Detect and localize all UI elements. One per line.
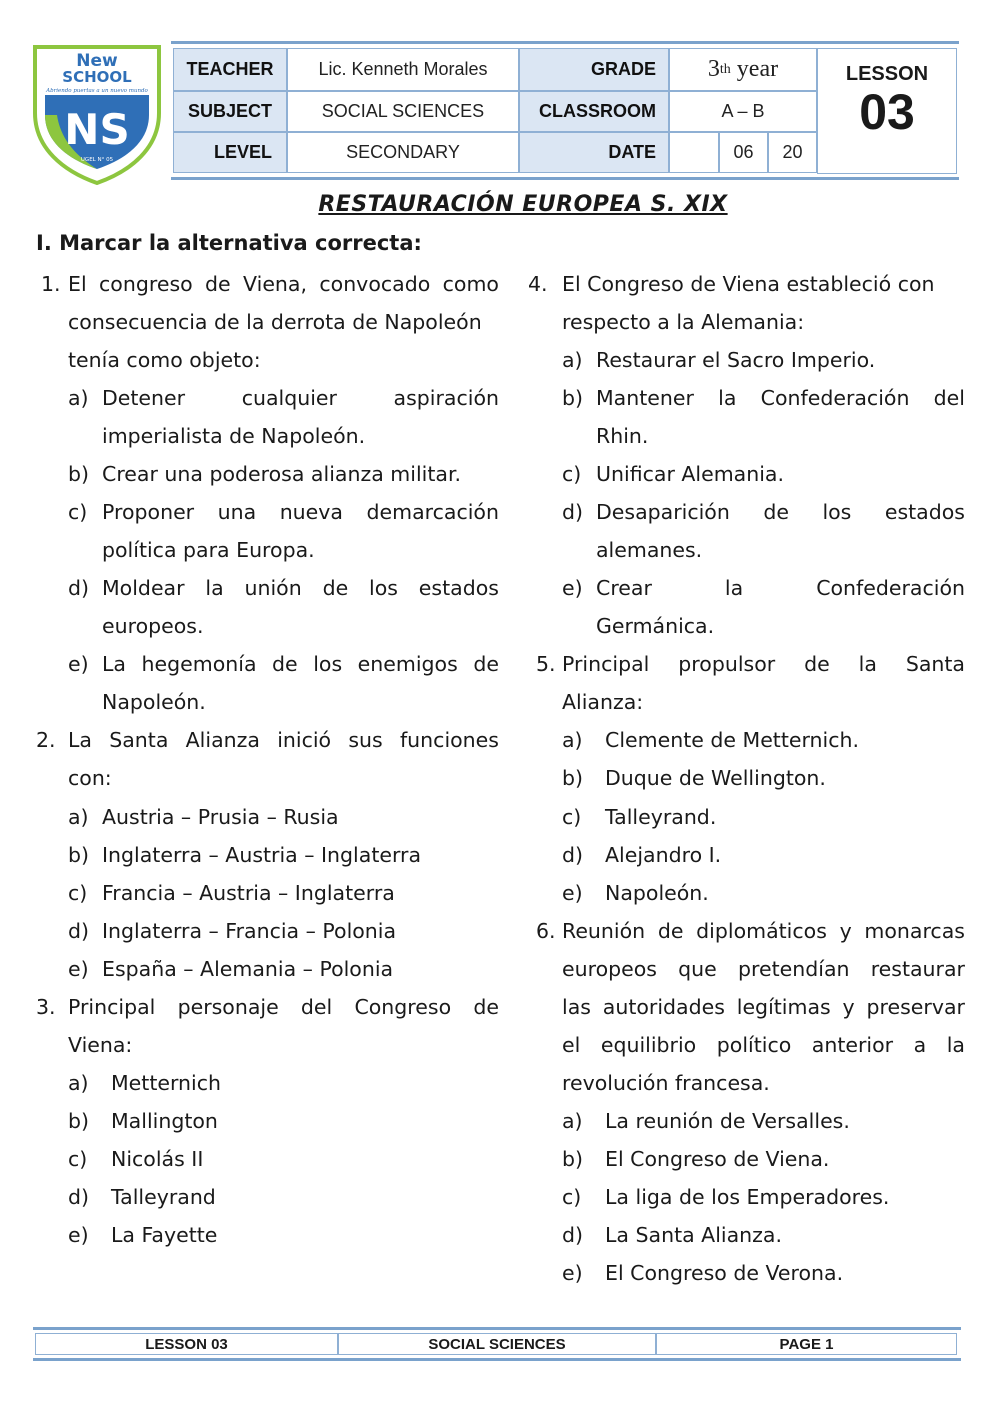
q3-option-c[interactable]: Nicolás II xyxy=(111,1147,204,1171)
q3-option-b-letter: b) xyxy=(68,1109,90,1133)
q3-option-e[interactable]: La Fayette xyxy=(111,1223,218,1247)
footer-lesson: LESSON 03 xyxy=(35,1333,338,1355)
q4-option-a[interactable]: Restaurar el Sacro Imperio. xyxy=(596,348,876,372)
q1-option-e[interactable]: La hegemonía de los enemigos de xyxy=(102,652,499,676)
q3-line1: Principal personaje del Congreso de xyxy=(68,995,499,1019)
q5-line1: Principal propulsor de la Santa xyxy=(562,652,965,676)
classroom-value: A – B xyxy=(669,91,817,132)
q6-option-d[interactable]: La Santa Alianza. xyxy=(605,1223,782,1247)
q5-option-e[interactable]: Napoleón. xyxy=(605,881,709,905)
q5-option-c-letter: c) xyxy=(562,805,582,829)
q1-option-a[interactable]: Detener cualquier aspiración xyxy=(102,386,499,410)
q2-option-c[interactable]: Francia – Austria – Inglaterra xyxy=(102,881,395,905)
logo-initials: NS xyxy=(64,105,130,154)
q4-option-b-cont: Rhin. xyxy=(596,424,649,448)
q1-option-c-letter: c) xyxy=(68,500,88,524)
q1-option-d-cont: europeos. xyxy=(102,614,204,638)
q1-option-e-cont: Napoleón. xyxy=(102,690,206,714)
q1-line3: tenía como objeto: xyxy=(68,348,261,372)
q4-option-c-letter: c) xyxy=(562,462,582,486)
q1-option-a-cont: imperialista de Napoleón. xyxy=(102,424,366,448)
date-day xyxy=(669,132,719,173)
q3-option-a[interactable]: Metternich xyxy=(111,1071,222,1095)
q6-line4: el equilibrio político anterior a la xyxy=(562,1033,965,1057)
q4-number: 4. xyxy=(528,272,548,296)
q5-option-a-letter: a) xyxy=(562,728,583,752)
q2-option-d[interactable]: Inglaterra – Francia – Polonia xyxy=(102,919,397,943)
q5-number: 5. xyxy=(536,652,556,676)
q1-line1: El congreso de Viena, convocado como xyxy=(68,272,499,296)
q3-option-c-letter: c) xyxy=(68,1147,88,1171)
classroom-label: CLASSROOM xyxy=(519,91,669,132)
q4-option-e[interactable]: Crear la Confederación xyxy=(596,576,965,600)
q2-option-c-letter: c) xyxy=(68,881,88,905)
q6-option-b[interactable]: El Congreso de Viena. xyxy=(605,1147,830,1171)
q6-option-b-letter: b) xyxy=(562,1147,584,1171)
logo-brand-top: New xyxy=(76,51,118,71)
q1-option-c-cont: política para Europa. xyxy=(102,538,315,562)
lesson-number: 03 xyxy=(859,84,915,140)
grade-value xyxy=(669,48,817,91)
q2-line1: La Santa Alianza inició sus funciones xyxy=(68,728,499,752)
logo-ugel: UGEL N° 05 xyxy=(80,157,114,163)
q2-option-a-letter: a) xyxy=(68,805,89,829)
subject-label: SUBJECT xyxy=(173,91,287,132)
q3-option-e-letter: e) xyxy=(68,1223,89,1247)
page-footer xyxy=(33,1327,961,1361)
q2-option-d-letter: d) xyxy=(68,919,90,943)
q5-option-d[interactable]: Alejandro I. xyxy=(605,843,722,867)
footer-subject: SOCIAL SCIENCES xyxy=(338,1333,656,1355)
teacher-label: TEACHER xyxy=(173,48,287,91)
q4-option-b[interactable]: Mantener la Confederación del xyxy=(596,386,965,410)
q1-option-d-letter: d) xyxy=(68,576,90,600)
level-label: LEVEL xyxy=(173,132,287,173)
q1-line2: consecuencia de la derrota de Napoleón xyxy=(68,310,482,334)
q3-line2: Viena: xyxy=(68,1033,133,1057)
q1-option-b[interactable]: Crear una poderosa alianza militar. xyxy=(102,462,462,486)
q2-line2: con: xyxy=(68,766,112,790)
grade-label: GRADE xyxy=(519,48,669,91)
q2-option-e-letter: e) xyxy=(68,957,89,981)
q3-number: 3. xyxy=(36,995,56,1019)
q4-option-c[interactable]: Unificar Alemania. xyxy=(596,462,785,486)
q6-option-a[interactable]: La reunión de Versalles. xyxy=(605,1109,850,1133)
grade-word: year xyxy=(736,56,779,82)
subject-value: SOCIAL SCIENCES xyxy=(287,91,519,132)
q6-option-c-letter: c) xyxy=(562,1185,582,1209)
q4-line2: respecto a la Alemania: xyxy=(562,310,805,334)
q1-option-e-letter: e) xyxy=(68,652,89,676)
q5-line2: Alianza: xyxy=(562,690,644,714)
q1-number: 1. xyxy=(41,272,61,296)
q6-option-a-letter: a) xyxy=(562,1109,583,1133)
q3-option-b[interactable]: Mallington xyxy=(111,1109,218,1133)
grade-suffix: th xyxy=(719,61,731,77)
q5-option-c[interactable]: Talleyrand. xyxy=(605,805,717,829)
q2-option-e[interactable]: España – Alemania – Polonia xyxy=(102,957,394,981)
q4-line1: El Congreso de Viena estableció con xyxy=(562,272,935,296)
teacher-value: Lic. Kenneth Morales xyxy=(287,48,519,91)
q5-option-d-letter: d) xyxy=(562,843,584,867)
q2-option-b[interactable]: Inglaterra – Austria – Inglaterra xyxy=(102,843,422,867)
q6-line3: las autoridades legítimas y preservar xyxy=(562,995,965,1019)
q6-line5: revolución francesa. xyxy=(562,1071,770,1095)
q6-option-c[interactable]: La liga de los Emperadores. xyxy=(605,1185,890,1209)
q5-option-b[interactable]: Duque de Wellington. xyxy=(605,766,826,790)
q6-line1: Reunión de diplomáticos y monarcas xyxy=(562,919,965,943)
logo-brand-bottom: SCHOOL xyxy=(62,68,132,86)
q6-number: 6. xyxy=(536,919,556,943)
q5-option-e-letter: e) xyxy=(562,881,583,905)
q6-option-e-letter: e) xyxy=(562,1261,583,1285)
q3-option-d-letter: d) xyxy=(68,1185,90,1209)
q1-option-b-letter: b) xyxy=(68,462,90,486)
level-value: SECONDARY xyxy=(287,132,519,173)
q4-option-e-cont: Germánica. xyxy=(596,614,715,638)
footer-page: PAGE 1 xyxy=(656,1333,957,1355)
q3-option-d[interactable]: Talleyrand xyxy=(111,1185,216,1209)
date-month: 06 xyxy=(719,132,768,173)
logo-tagline: Abriendo puertas a un nuevo mundo xyxy=(46,88,148,94)
q6-option-d-letter: d) xyxy=(562,1223,584,1247)
lesson-label: LESSON xyxy=(845,63,929,85)
q1-option-d[interactable]: Moldear la unión de los estados xyxy=(102,576,499,600)
q1-option-c[interactable]: Proponer una nueva demarcación xyxy=(102,500,499,524)
q2-number: 2. xyxy=(36,728,56,752)
date-label: DATE xyxy=(519,132,669,173)
q4-option-a-letter: a) xyxy=(562,348,583,372)
q2-option-a[interactable]: Austria – Prusia – Rusia xyxy=(102,805,339,829)
q4-option-b-letter: b) xyxy=(562,386,584,410)
q4-option-d[interactable]: Desaparición de los estados xyxy=(596,500,965,524)
q2-option-b-letter: b) xyxy=(68,843,90,867)
grade-number: 3 xyxy=(707,56,720,82)
school-logo xyxy=(31,43,163,185)
header-table xyxy=(171,41,959,180)
q4-option-d-cont: alemanes. xyxy=(596,538,703,562)
q5-option-a[interactable]: Clemente de Metternich. xyxy=(605,728,860,752)
q5-option-b-letter: b) xyxy=(562,766,584,790)
q3-option-a-letter: a) xyxy=(68,1071,89,1095)
q6-option-e[interactable]: El Congreso de Verona. xyxy=(605,1261,844,1285)
q4-option-d-letter: d) xyxy=(562,500,584,524)
q4-option-e-letter: e) xyxy=(562,576,583,600)
q1-option-a-letter: a) xyxy=(68,386,89,410)
date-year: 20 xyxy=(768,132,817,173)
instruction: I. Marcar la alternativa correcta: xyxy=(36,231,422,255)
worksheet-title: RESTAURACIÓN EUROPEA S. XIX xyxy=(318,192,728,217)
lesson-box xyxy=(817,48,957,174)
q6-line2: europeos que pretendían restaurar xyxy=(562,957,965,981)
